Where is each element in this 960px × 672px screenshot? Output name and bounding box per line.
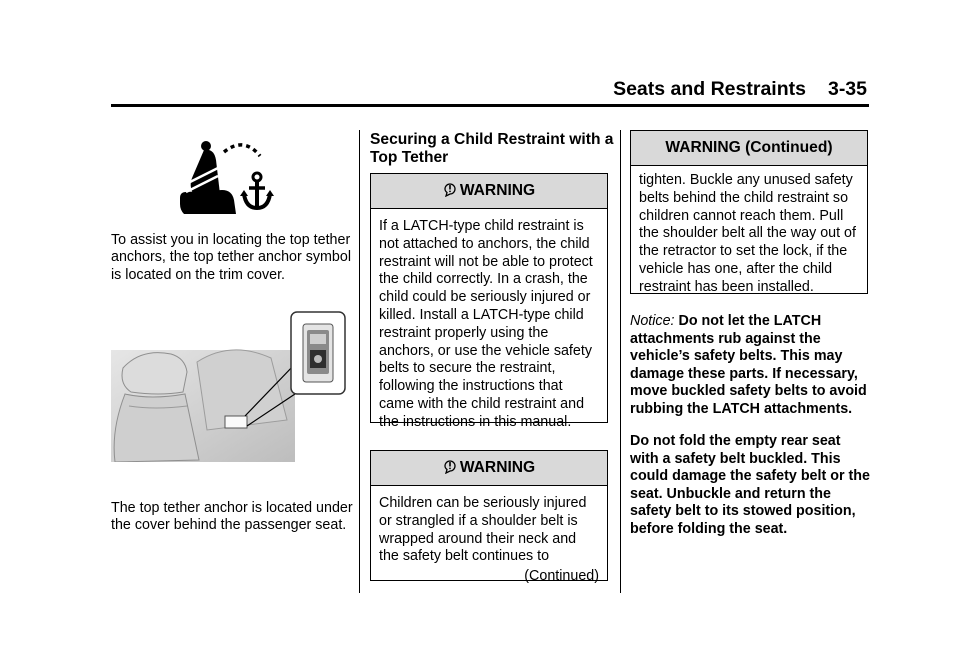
photo-caption: The top tether anchor is located under the cover behind the passenger seat. (111, 500, 353, 534)
section-heading: Securing a Child Restraint with a Top Tether (370, 131, 614, 166)
warning-text: tighten. Buckle any unused safety belts behind the child restraint so children cannot reach them. Pull the shoulder belt all the way out of the retractor to set the lock, if the vehicle has one, after the child restraint has been installed. (639, 172, 856, 295)
warning-header: WARNING (Continued) (631, 131, 867, 166)
warning-text: Children can be seriously injured or strangled if a shoulder belt is wrapped around their neck and the safety belt continues to (379, 495, 587, 565)
page-number: 3-35 (827, 78, 867, 100)
section-title: Seats and Restraints (613, 78, 806, 100)
warning-box-continued (630, 130, 868, 294)
continued-label: (Continued) (524, 568, 599, 585)
column-divider-1 (359, 130, 360, 593)
warning-header (371, 174, 607, 209)
warning-text: If a LATCH-type child restraint is not attached to anchors, the child restraint will not be able to protect the child correctly. In a crash, the child could be seriously injured or killed. Install a LATCH-type child restraint properly using the anchors, or use the vehicle safety belts to secure the restraint, following the instructions that came with the child restraint and the instructions in this manual. (379, 218, 593, 430)
header-rule (111, 104, 869, 107)
notice-paragraph (630, 313, 870, 419)
seat-anchor-photo (111, 310, 347, 462)
warning-title: WARNING (459, 182, 536, 199)
warning-icon (443, 181, 457, 202)
notice-text: Do not let the LATCH attachments rub against the vehicle’s safety belts. This may damage these parts. If necessary, move buckled safety belts to avoid rubbing the LATCH attachments. (630, 313, 867, 417)
warning-body (371, 486, 607, 586)
fold-seat-paragraph: Do not fold the empty rear seat with a safety belt buckled. This could damage the safety belt or the seat. Unbuckle and return the safety belt to its stowed position, before folding the seat. (630, 433, 870, 537)
tether-anchor-symbol-icon (178, 138, 278, 218)
warning-header (371, 451, 607, 486)
notice-label: Notice: (630, 313, 675, 329)
warning-title: WARNING (459, 459, 536, 476)
page-header (613, 78, 867, 101)
warning-box-2 (370, 450, 608, 585)
column-divider-2 (620, 130, 621, 593)
warning-icon (443, 458, 457, 479)
warning-box-1 (370, 173, 608, 430)
icon-caption: To assist you in locating the top tether anchors, the top tether anchor symbol is located on the trim cover. (111, 232, 352, 283)
